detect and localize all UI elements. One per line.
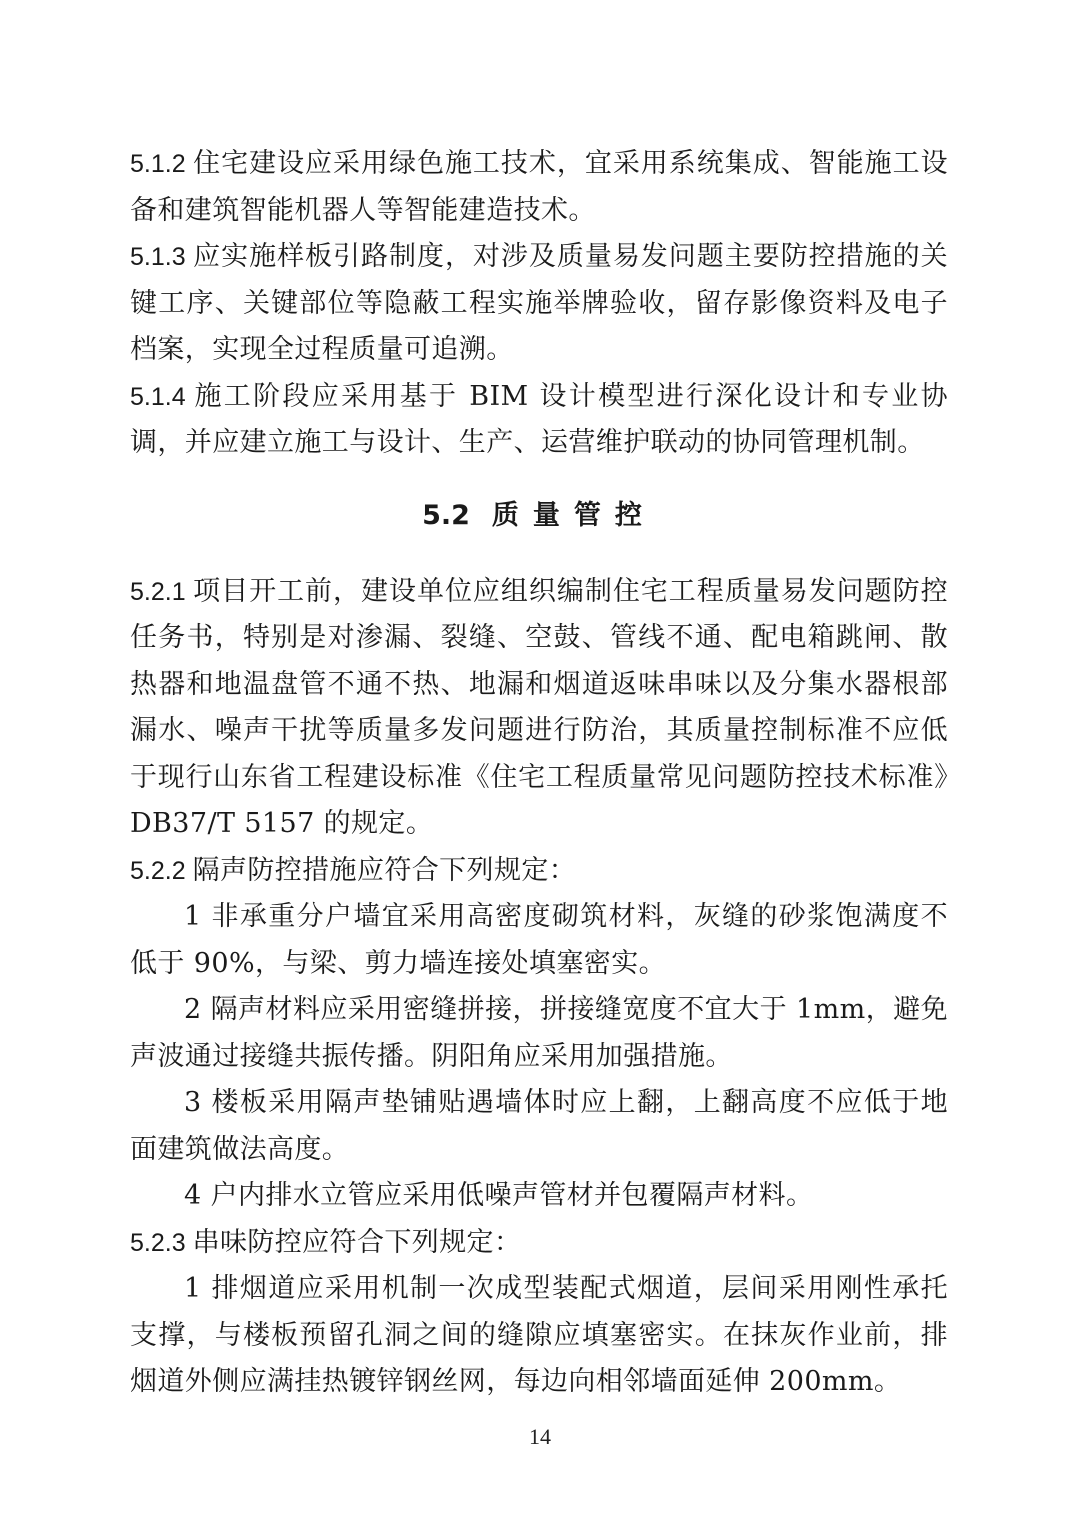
clause-5-1-2: [130, 141, 948, 234]
list-item: 3 楼板采用隔声垫铺贴遇墙体时应上翻，上翻高度不应低于地面建筑做法高度。: [130, 1087, 948, 1165]
clause-text: 串味防控应符合下列规定：: [192, 1226, 522, 1258]
section-number: 5.2: [422, 499, 470, 531]
page-number: 14: [529, 1424, 551, 1449]
clause-number: 5.1.3: [130, 243, 186, 271]
clause-number: 5.1.2: [130, 150, 186, 178]
clause-5-1-4: [130, 374, 948, 467]
list-item: 1 非承重分户墙宜采用高密度砌筑材料，灰缝的砂浆饱满度不低于 90%，与梁、剪力墙连接处填塞密实。: [130, 901, 948, 979]
clause-text: 隔声防控措施应符合下列规定：: [192, 854, 577, 886]
page-body: [130, 141, 948, 1406]
list-item: 4 户内排水立管应采用低噪声管材并包覆隔声材料。: [184, 1180, 814, 1211]
section-heading: [130, 493, 948, 539]
clause-5-2-3: [130, 1220, 948, 1267]
clause-5-1-3: [130, 234, 948, 374]
clause-number: 5.2.1: [130, 577, 186, 606]
section-title: 质量管控: [491, 499, 656, 531]
clause-text: 项目开工前，建设单位应组织编制住宅工程质量易发问题防控任务书，特别是对渗漏、裂缝、空鼓、管线不通、配电箱跳闸、散热器和地温盘管不通不热、地漏和烟道返味串味以及分集水器根部漏水、噪声干扰等质量多发问题进行防治，其质量控制标准不应低于现行山东省工程建设标准《住宅工程质量常见问题防控技术标准》DB37/T 5157 的规定。: [130, 575, 948, 839]
clause-number: 5.2.3: [130, 1228, 186, 1257]
list-item: 1 排烟道应采用机制一次成型装配式烟道，层间采用刚性承托支撑，与楼板预留孔洞之间的缝隙应填塞密实。在抹灰作业前，排烟道外侧应满挂热镀锌钢丝网，每边向相邻墙面延伸 200mm。: [130, 1273, 948, 1397]
clause-number: 5.2.2: [130, 856, 186, 885]
clause-text: 施工阶段应采用基于 BIM 设计模型进行深化设计和专业协调，并应建立施工与设计、生产、运营维护联动的协同管理机制。: [130, 380, 948, 458]
clause-text: 应实施样板引路制度，对涉及质量易发问题主要防控措施的关键工序、关键部位等隐蔽工程实施举牌验收，留存影像资料及电子档案，实现全过程质量可追溯。: [130, 241, 948, 365]
clause-5-2-1: [130, 569, 948, 848]
clause-5-2-2: [130, 848, 948, 895]
list-item: 2 隔声材料应采用密缝拼接，拼接缝宽度不宜大于 1mm，避免声波通过接缝共振传播。阴阳角应采用加强措施。: [130, 994, 948, 1072]
clause-text: 住宅建设应采用绿色施工技术，宜采用系统集成、智能施工设备和建筑智能机器人等智能建造技术。: [130, 148, 948, 226]
clause-number: 5.1.4: [130, 382, 186, 411]
